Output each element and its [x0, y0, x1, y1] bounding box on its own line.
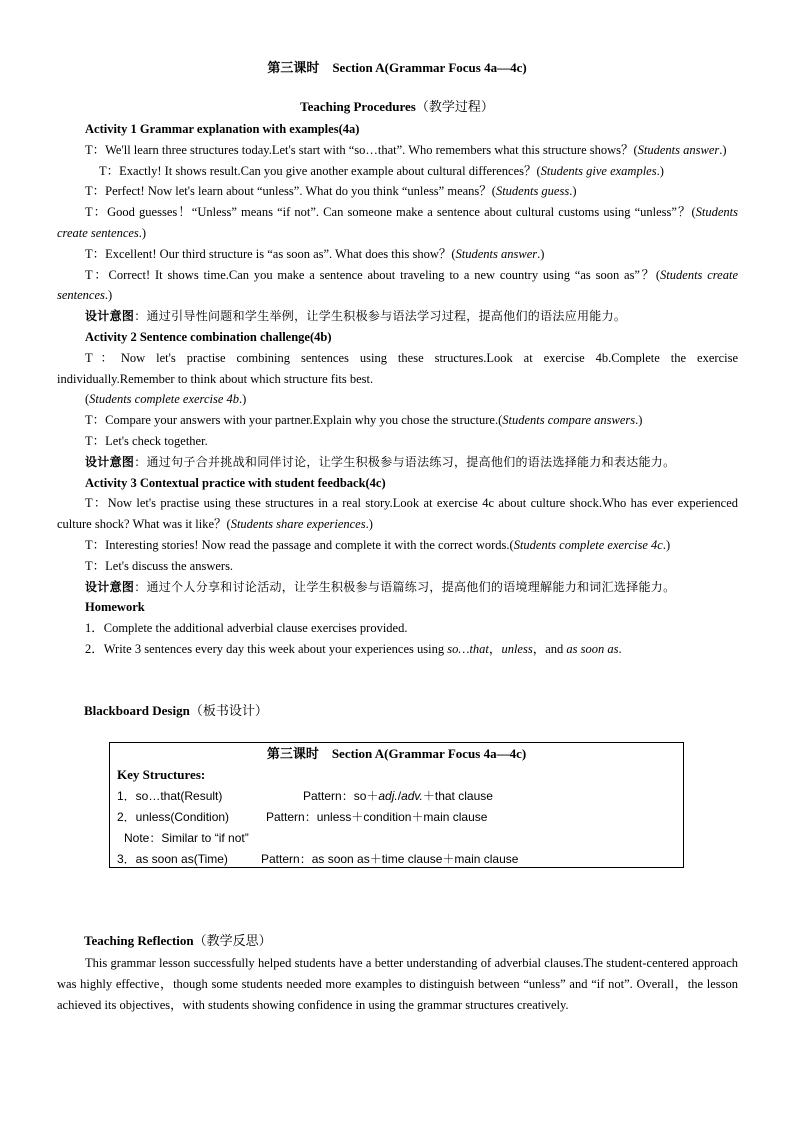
activity1-line2: T：Exactly! It shows result.Can you give another example about cultural differences？(Students give examples.)	[99, 163, 664, 178]
activity2-line3: T：Compare your answers with your partner.Explain why you chose the structure.(Students compare answers.)	[85, 413, 643, 428]
procedures-body	[57, 119, 738, 660]
activity1-line4: T：Good guesses！“Unless” means “if not”. Can someone make a sentence about cultural customs using “unless”？(Students create sentences.)	[57, 205, 738, 240]
structure-2: 2．unless(Condition)	[117, 810, 230, 824]
activity1-design-note: 设计意图：通过引导性问题和学生举例，让学生积极参与语法学习过程，提高他们的语法应用能力。	[85, 309, 627, 324]
procedures-title	[0, 97, 794, 118]
reflection-heading: Teaching Reflection（教学反思）	[84, 933, 272, 948]
activity2-heading: Activity 2 Sentence combination challenge(4b)	[85, 329, 332, 344]
homework-item2: 2．Write 3 sentences every day this week about your experiences using so…that，unless，and as soon as.	[85, 641, 622, 656]
procedures-title-en: Teaching Procedures	[300, 99, 416, 114]
structure-2-pattern: Pattern：unless＋condition＋main clause	[266, 810, 488, 824]
activity2-line1: T：Now let's practise combining sentences using these structures.Look at exercise 4b.Complete the exercise individually.Remember to think about which structure fits best.	[57, 350, 738, 386]
activity3-heading: Activity 3 Contextual practice with student feedback(4c)	[85, 475, 386, 490]
activity2-line4: T：Let's check together.	[85, 433, 208, 448]
lesson-title: 第三课时 Section A(Grammar Focus 4a—4c)	[267, 60, 527, 75]
activity1-line1: T：We'll learn three structures today.Let's start with “so…that”. Who remembers what this structure shows？(Students answer.)	[85, 142, 727, 157]
structure-1-pattern: Pattern：so＋adj./adv.＋that clause	[303, 789, 493, 803]
structure-1: 1．so…that(Result)	[117, 789, 223, 803]
blackboard-heading: Blackboard Design（板书设计）	[84, 703, 268, 718]
activity3-line2: T：Interesting stories! Now read the passage and complete it with the correct words.(Students complete exercise 4c.)	[85, 537, 671, 552]
activity1-heading: Activity 1 Grammar explanation with examples(4a)	[85, 122, 360, 136]
activity1-line3: T：Perfect! Now let's learn about “unless”. What do you think “unless” means？(Students guess.)	[85, 184, 577, 199]
activity3-line3: T：Let's discuss the answers.	[85, 558, 234, 573]
structure-2-note: Note：Similar to “if not”	[124, 831, 249, 845]
procedures-title-cn: （教学过程）	[415, 99, 494, 114]
structure-3: 3．as soon as(Time)	[117, 852, 228, 866]
activity1-line5: T：Excellent! Our third structure is “as soon as”. What does this show？(Students answer.)	[85, 246, 545, 261]
key-structures-label: Key Structures:	[117, 767, 206, 782]
reflection-text: This grammar lesson successfully helped students have a better understanding of adverbial clauses.The student-centered approach was highly effective，though some students needed more examples to distinguish between “unless” and “if not”. Overall，the lesson achieved its objectives，with students showing confidence in using the grammar structures creatively.	[57, 956, 738, 1012]
activity2-design-note: 设计意图：通过句子合并挑战和同伴讨论，让学生积极参与语法练习，提高他们的语法选择能力和表达能力。	[85, 454, 676, 469]
activity1-line6: T：Correct! It shows time.Can you make a sentence about traveling to a new country using “as soon as”？(Students create sentences.)	[57, 267, 738, 303]
activity3-line1: T：Now let's practise using these structures in a real story.Look at exercise 4c about culture shock.Who has ever experienced culture shock? What was it like？(Students share experiences.)	[57, 496, 738, 532]
homework-heading: Homework	[85, 600, 145, 615]
blackboard-title: 第三课时 Section A(Grammar Focus 4a—4c)	[266, 746, 527, 761]
activity2-line2: (Students complete exercise 4b.)	[85, 392, 247, 407]
structure-3-pattern: Pattern：as soon as＋time clause＋main clause	[261, 852, 519, 866]
homework-item1: 1．Complete the additional adverbial clause exercises provided.	[85, 621, 408, 636]
activity3-design-note: 设计意图：通过个人分享和讨论活动，让学生积极参与语篇练习，提高他们的语境理解能力和词汇选择能力。	[85, 579, 676, 594]
blackboard-box	[109, 742, 684, 868]
